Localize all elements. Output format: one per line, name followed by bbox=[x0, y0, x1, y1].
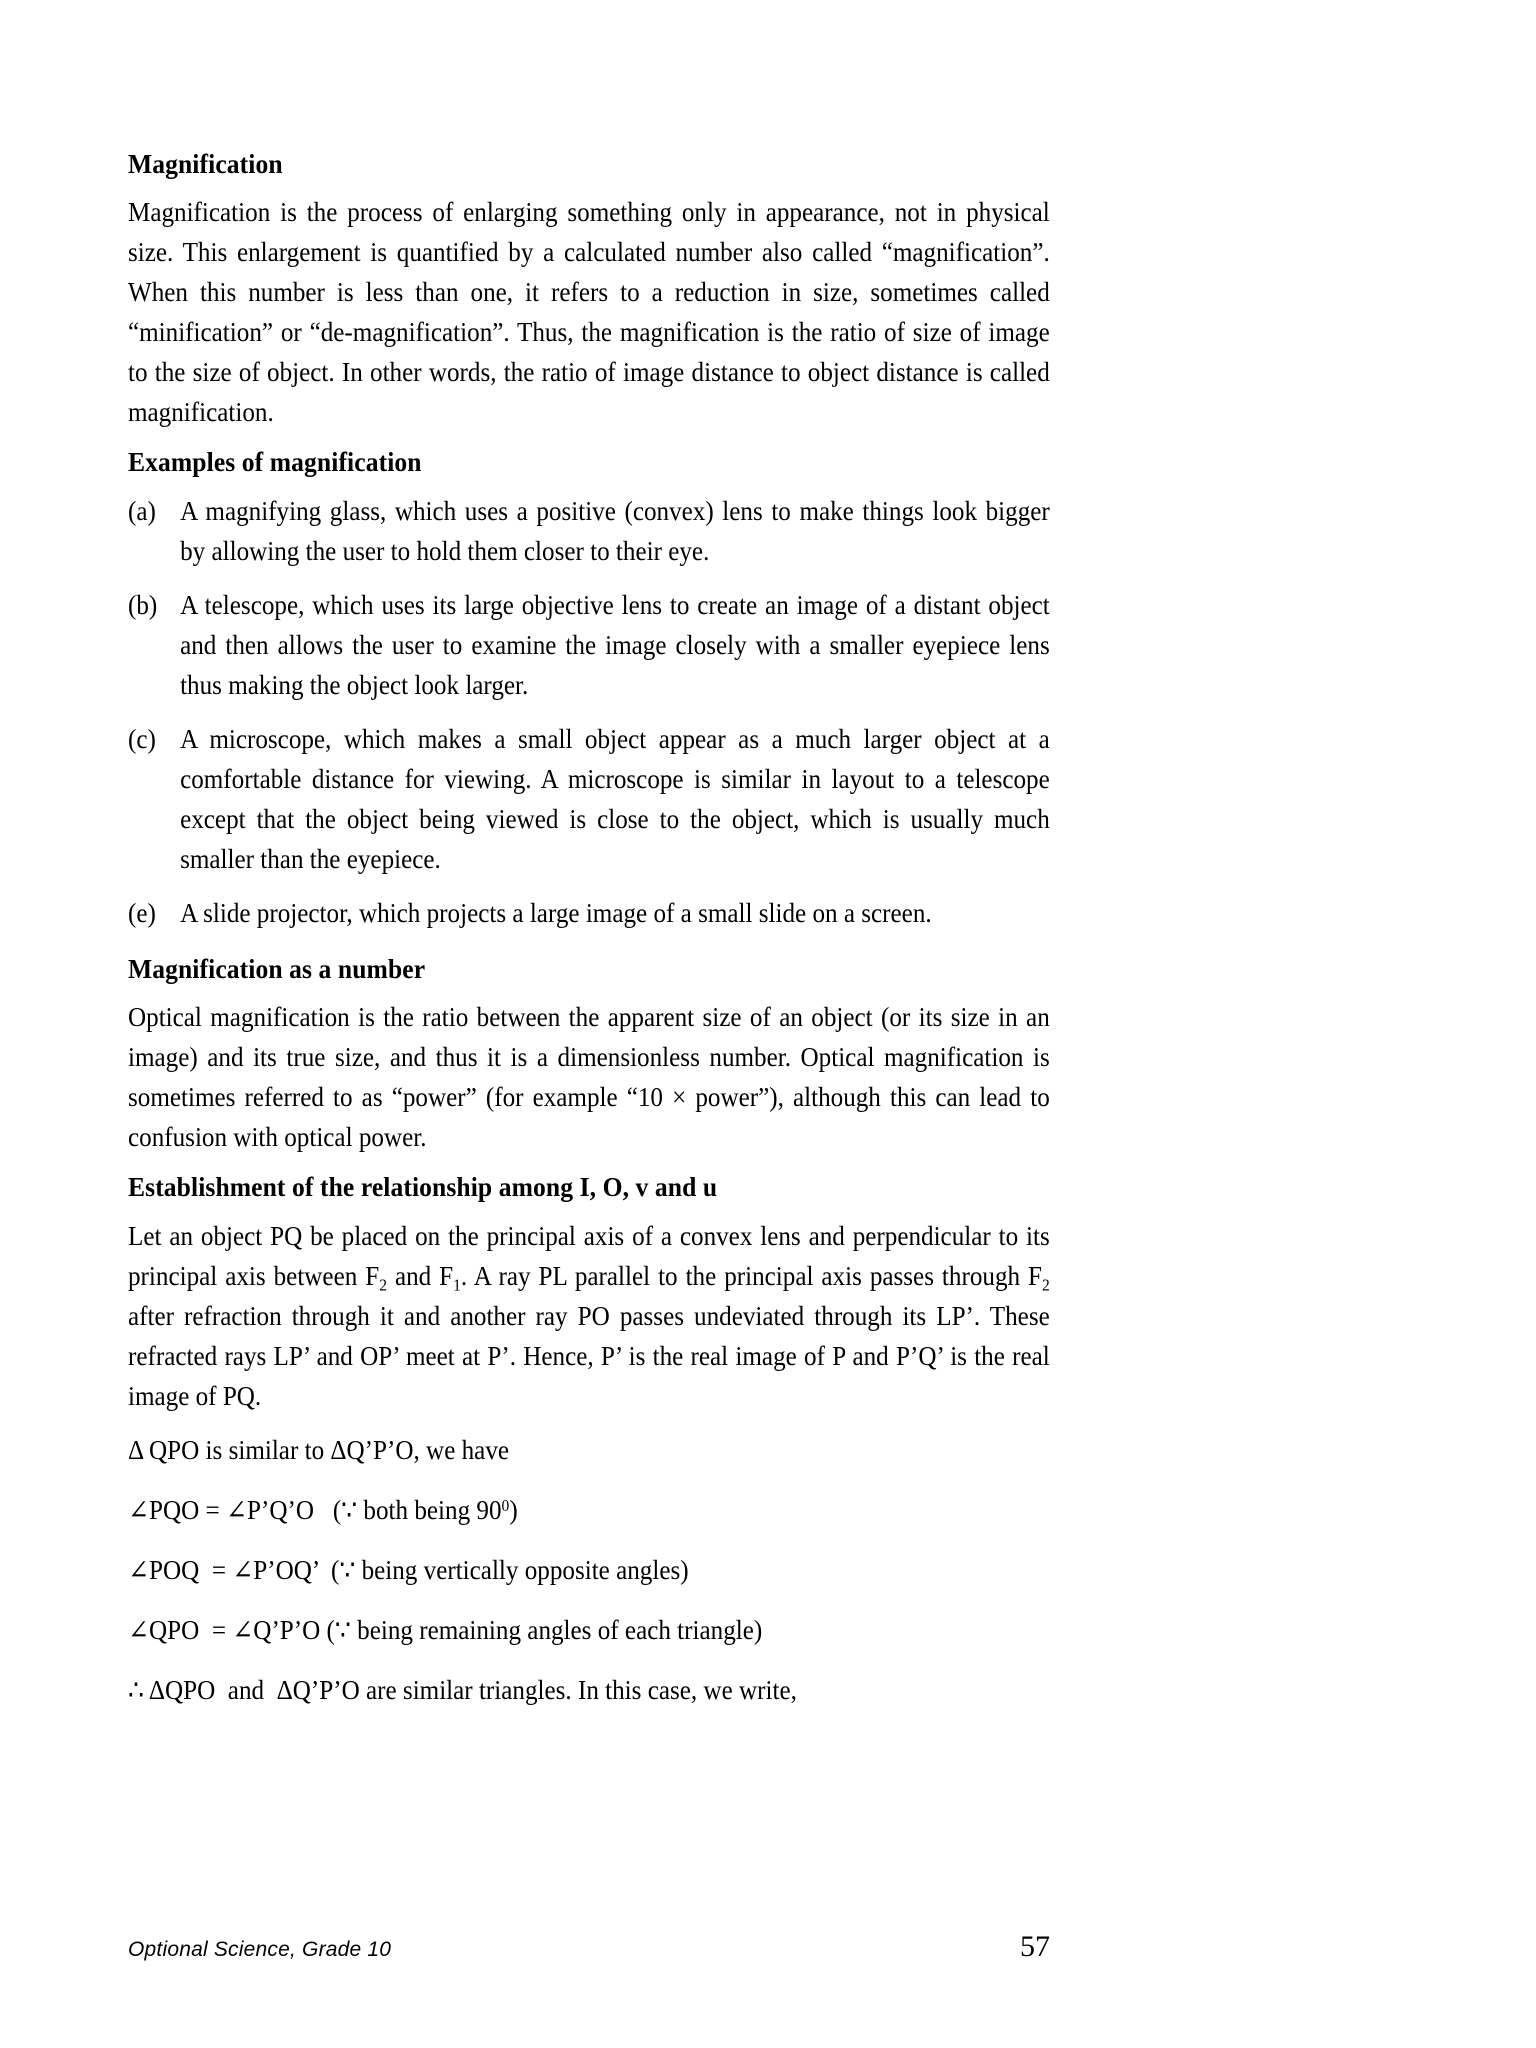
equation-angle-pqo-lhs: ∠PQO = ∠P’Q’O bbox=[128, 1494, 314, 1525]
statement-similar-triangles: Δ QPO is similar to ΔQ’P’O, we have bbox=[128, 1434, 510, 1465]
heading-magnification: Magnification bbox=[128, 148, 283, 179]
paragraph-magnification: Magnification is the process of enlarging something only in appearance, not in physical size. This enlargement is quantified by a calculated number also called “magnification”. When this number is less than one, it refers to a reduction in size, sometimes called “minification” or “de-magnification”. Thus, the magnification is the ratio of size of image to the size of object. In other words, the ratio of image distance to object distance is called magnification. bbox=[128, 197, 1050, 428]
list-item bbox=[128, 893, 1050, 933]
heading-magnification-as-a-number: Magnification as a number bbox=[128, 952, 426, 984]
list-item-marker: (b) bbox=[128, 589, 158, 620]
relationship-text-part-4: after refraction through it and another ray PO passes undeviated through its LP’. These refracted rays LP’ and OP’ meet at P’. Hence, P’ is the real image of P and P’Q’ is the real image of PQ. bbox=[128, 1300, 1050, 1411]
statement-conclusion: ∴ ΔQPO and ΔQ’P’O are similar triangles. In this case, we write, bbox=[128, 1674, 797, 1705]
examples-list bbox=[128, 491, 1050, 933]
footer-source-label: Optional Science, Grade 10 bbox=[128, 1938, 392, 1961]
paragraph-magnification-as-a-number: Optical magnification is the ratio between the apparent size of an object (or its size in an image) and its true size, and thus it is a dimensionless number. Optical magnification is sometimes referred to as “power” (for example “10 × power”), although this can lead to confusion with optical power. bbox=[128, 1002, 1050, 1153]
equation-angle-pqo-reason-end: ) bbox=[509, 1494, 518, 1525]
list-item bbox=[128, 719, 1050, 879]
relationship-text-part-2: and F bbox=[386, 1260, 454, 1291]
equation-angle-qpo bbox=[128, 1610, 985, 1650]
page-footer bbox=[128, 1930, 1050, 1964]
list-item-text: A slide projector, which projects a large image of a small slide on a screen. bbox=[180, 897, 932, 928]
list-item-text: A magnifying glass, which uses a positive (convex) lens to make things look bigger by allowing the user to hold them closer to their eye. bbox=[180, 495, 1050, 566]
relationship-text-part-3: . A ray PL parallel to the principal axis passes through F bbox=[460, 1260, 1042, 1291]
list-item-marker: (c) bbox=[128, 723, 156, 754]
list-item-text: A telescope, which uses its large objective lens to create an image of a distant object and then allows the user to examine the image closely with a smaller eyepiece lens thus making the object look larger. bbox=[180, 589, 1050, 700]
equation-angle-qpo-lhs: ∠QPO = ∠Q’P’O bbox=[128, 1614, 321, 1645]
subscript-f2-second: 2 bbox=[1041, 1275, 1050, 1295]
equation-angle-poq bbox=[128, 1550, 985, 1590]
equation-angle-pqo-reason: (∵ both being 90 bbox=[313, 1494, 502, 1525]
heading-establishment-of-relationship: Establishment of the relationship among I, O, v and u bbox=[128, 1171, 718, 1203]
subscript-f1: 1 bbox=[453, 1275, 461, 1295]
equation-angle-qpo-reason: (∵ being remaining angles of each triangle) bbox=[320, 1614, 763, 1645]
equation-angle-pqo bbox=[128, 1490, 985, 1530]
equation-angle-poq-reason: (∵ being vertically opposite angles) bbox=[318, 1554, 689, 1585]
page-number: 57 bbox=[1020, 1930, 1050, 1963]
heading-examples-of-magnification: Examples of magnification bbox=[128, 446, 422, 478]
equation-angle-poq-lhs: ∠POQ = ∠P’OQ’ bbox=[128, 1554, 319, 1585]
list-item bbox=[128, 585, 1050, 705]
list-item bbox=[128, 491, 1050, 571]
relationship-text-part-1: Let an object PQ be placed on the principal axis of a convex lens and perpendicular to its principal axis between F bbox=[128, 1220, 1050, 1291]
paragraph-relationship bbox=[128, 1216, 1050, 1416]
list-item-text: A microscope, which makes a small object appear as a much larger object at a comfortable distance for viewing. A microscope is similar in layout to a telescope except that the object being viewed is close to the object, which is usually much smaller than the eyepiece. bbox=[180, 723, 1050, 874]
list-item-marker: (e) bbox=[128, 897, 156, 928]
page-content bbox=[128, 148, 1050, 1730]
subscript-f2-first: 2 bbox=[379, 1275, 387, 1295]
superscript-degree: 0 bbox=[501, 1495, 510, 1515]
list-item-marker: (a) bbox=[128, 495, 156, 526]
